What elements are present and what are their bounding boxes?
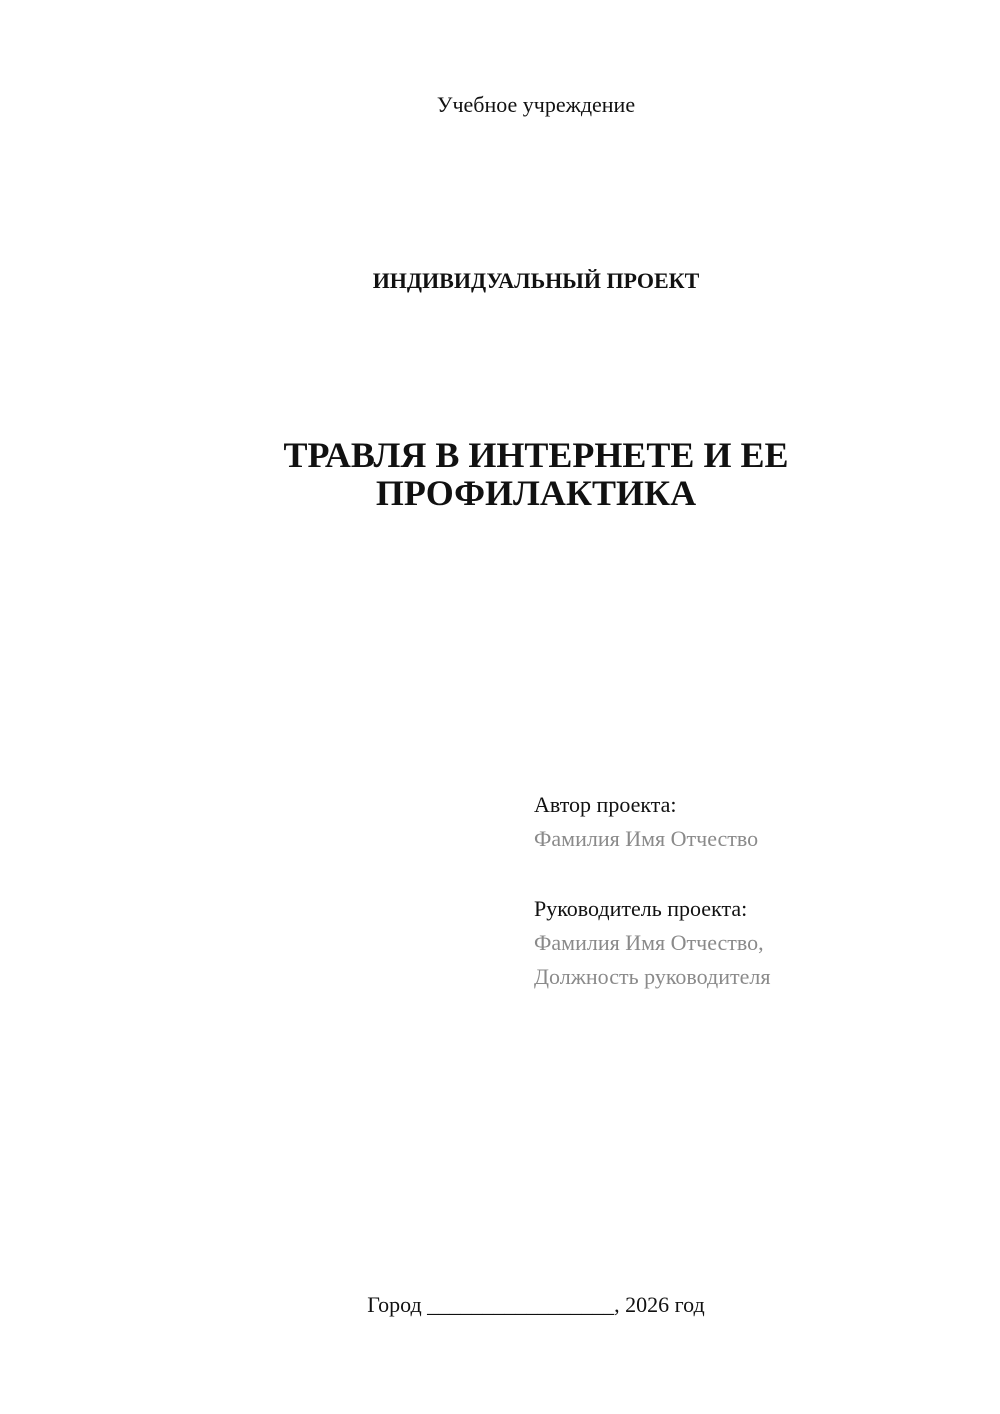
institution-name: Учебное учреждение [436,92,636,117]
project-info-block [534,788,954,994]
project-title-line-1: ТРАВЛЯ В ИНТЕРНЕТЕ И ЕЕ [283,435,789,475]
project-type-heading: ИНДИВИДУАЛЬНЫЙ ПРОЕКТ [372,268,700,293]
author-name: Фамилия Имя Отчество [534,826,759,851]
supervisor-position: Должность руководителя [534,964,771,989]
city-year-footer: Город _________________, 2026 год [367,1292,705,1317]
author-label: Автор проекта: [534,792,677,817]
supervisor-label: Руководитель проекта: [534,896,748,921]
project-title-line-2: ПРОФИЛАКТИКА [375,473,697,513]
project-title [0,436,1000,512]
info-spacer [534,856,954,892]
supervisor-name: Фамилия Имя Отчество, [534,930,764,955]
